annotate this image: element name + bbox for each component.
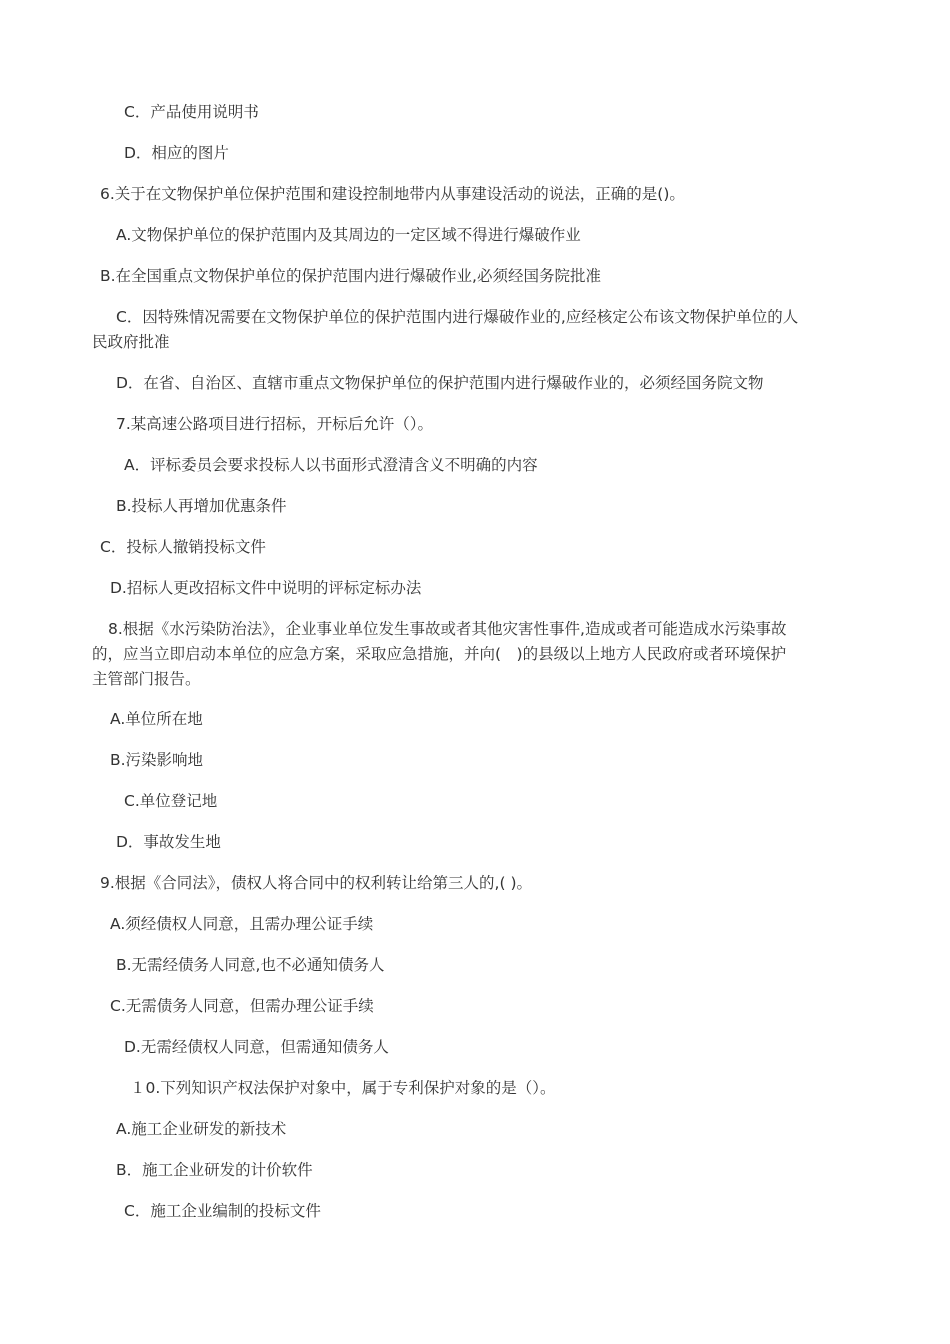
- question-9: 9.根据《合同法》，债权人将合同中的权利转让给第三人的,( )。: [100, 874, 532, 892]
- option-9b: B.无需经债务人同意,也不必通知债务人: [116, 956, 385, 974]
- question-6: 6.关于在文物保护单位保护范围和建设控制地带内从事建设活动的说法，正确的是()。: [100, 185, 685, 203]
- option-7c: C．投标人撤销投标文件: [100, 538, 266, 556]
- option-5c: C．产品使用说明书: [124, 103, 259, 121]
- option-10c: C．施工企业编制的投标文件: [124, 1202, 321, 1220]
- question-8-line-3: 主管部门报告。: [92, 670, 201, 688]
- question-8-line-2: 的，应当立即启动本单位的应急方案，采取应急措施，并向( )的县级以上地方人民政府或者环境保护: [92, 645, 787, 663]
- option-6a: A.文物保护单位的保护范围内及其周边的一定区域不得进行爆破作业: [116, 226, 581, 244]
- question-8-line-1: 8.根据《水污染防治法》，企业事业单位发生事故或者其他灾害性事件,造成或者可能造成水污染事故: [108, 620, 787, 638]
- option-8d: D．事故发生地: [116, 833, 221, 851]
- option-10b: B．施工企业研发的计价软件: [116, 1161, 313, 1179]
- option-5d: D．相应的图片: [124, 144, 229, 162]
- option-10a: A.施工企业研发的新技术: [116, 1120, 287, 1138]
- option-8a: A.单位所在地: [110, 710, 203, 728]
- question-10: １0.下列知识产权法保护对象中，属于专利保护对象的是（）。: [130, 1079, 556, 1097]
- option-7b: B.投标人再增加优惠条件: [116, 497, 287, 515]
- option-6d: D．在省、自治区、直辖市重点文物保护单位的保护范围内进行爆破作业的，必须经国务院文物: [116, 374, 764, 392]
- option-6c-line-1: C．因特殊情况需要在文物保护单位的保护范围内进行爆破作业的,应经核定公布该文物保护单位的人: [116, 308, 799, 326]
- option-7d: D.招标人更改招标文件中说明的评标定标办法: [110, 579, 422, 597]
- option-9c: C.无需债务人同意，但需办理公证手续: [110, 997, 374, 1015]
- option-6b: B.在全国重点文物保护单位的保护范围内进行爆破作业,必须经国务院批准: [100, 267, 601, 285]
- option-8b: B.污染影响地: [110, 751, 204, 769]
- option-9d: D.无需经债权人同意，但需通知债务人: [124, 1038, 389, 1056]
- option-9a: A.须经债权人同意，且需办理公证手续: [110, 915, 374, 933]
- option-7a: A．评标委员会要求投标人以书面形式澄清含义不明确的内容: [124, 456, 538, 474]
- option-6c-line-2: 民政府批准: [92, 333, 170, 351]
- question-7: 7.某高速公路项目进行招标，开标后允许（）。: [116, 415, 434, 433]
- option-8c: C.单位登记地: [124, 792, 218, 810]
